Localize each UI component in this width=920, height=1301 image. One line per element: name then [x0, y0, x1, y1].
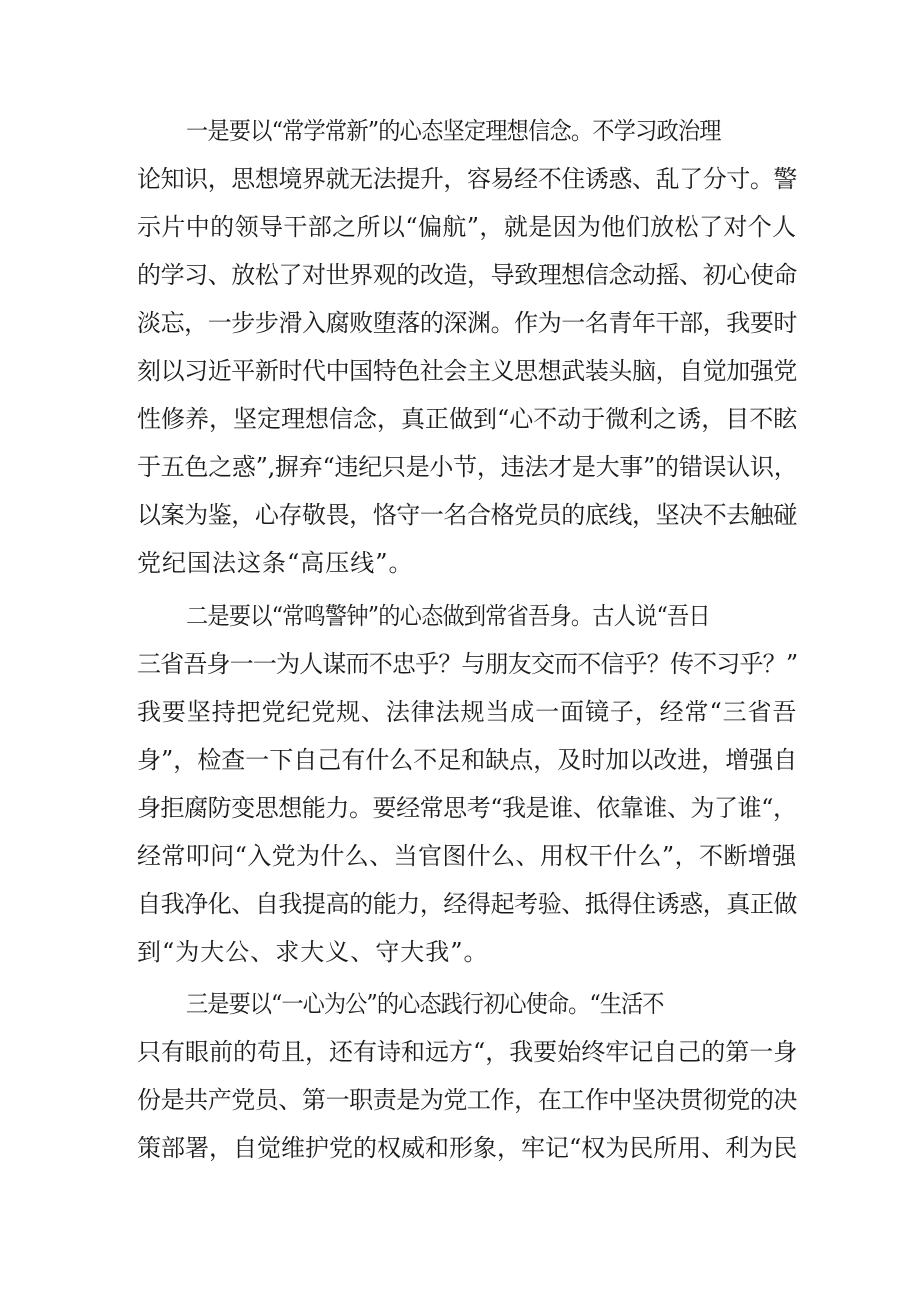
paragraph-3-line-4: 策部署，自觉维护党的权威和形象，牢记“权为民所用、利为民	[137, 1134, 798, 1162]
paragraph-2-line-4: 身”，检查一下自己有什么不足和缺点，及时加以改进，增强自	[137, 746, 798, 774]
paragraph-1-line-3: 示片中的领导干部之所以“偏航”，就是因为他们放松了对个人	[137, 213, 797, 241]
paragraph-3-line-1: 三是要以“一心为公”的心态践行初心使命。“生活不	[186, 990, 664, 1018]
paragraph-1-line-8: 于五色之惑”,摒弃“违纪只是小节，违法才是大事”的错误认识，	[137, 453, 798, 481]
paragraph-3-line-3: 份是共产党员、第一职责是为党工作，在工作中坚决贯彻党的决	[137, 1086, 797, 1114]
paragraph-1-line-9: 以案为鉴，心存敬畏，恪守一名合格党员的底线，坚决不去触碰	[137, 501, 797, 529]
paragraph-1-line-2: 论知识，思想境界就无法提升，容易经不住诱惑、乱了分寸。警	[137, 165, 797, 193]
paragraph-2-line-2: 三省吾身一一为人谋而不忠乎？与朋友交而不信乎？传不习乎？”	[137, 650, 798, 678]
paragraph-2-line-8: 到“为大公、求大义、守大我”。	[137, 938, 489, 966]
paragraph-1-line-6: 刻以习近平新时代中国特色社会主义思想武装头脑，自觉加强党	[137, 357, 797, 385]
paragraph-1-line-4: 的学习、放松了对世界观的改造，导致理想信念动摇、初心使命	[137, 261, 797, 289]
paragraph-1-line-1: 一是要以“常学常新”的心态坚定理想信念。不学习政治理	[186, 117, 721, 145]
paragraph-2-line-5: 身拒腐防变思想能力。要经常思考“我是谁、依靠谁、为了谁“，	[137, 794, 797, 822]
paragraph-2-line-7: 自我净化、自我提高的能力，经得起考验、抵得住诱惑，真正做	[137, 890, 797, 918]
paragraph-2-line-6: 经常叩问“入党为什么、当官图什么、用权干什么”，不断增强	[137, 842, 797, 870]
paragraph-2-line-1: 二是要以“常鸣警钟”的心态做到常省吾身。古人说“吾日	[186, 602, 710, 630]
paragraph-1-line-7: 性修养，坚定理想信念，真正做到“心不动于微利之诱，目不眩	[137, 405, 798, 433]
paragraph-1-line-5: 淡忘，一步步滑入腐败堕落的深渊。作为一名青年干部，我要时	[137, 309, 797, 337]
paragraph-3-line-2: 只有眼前的苟且，还有诗和远方“，我要始终牢记自己的第一身	[137, 1038, 798, 1066]
paragraph-2-line-3: 我要坚持把党纪党规、法律法规当成一面镜子，经常“三省吾	[137, 698, 798, 726]
paragraph-1-line-10: 党纪国法这条“高压线”。	[137, 549, 414, 577]
